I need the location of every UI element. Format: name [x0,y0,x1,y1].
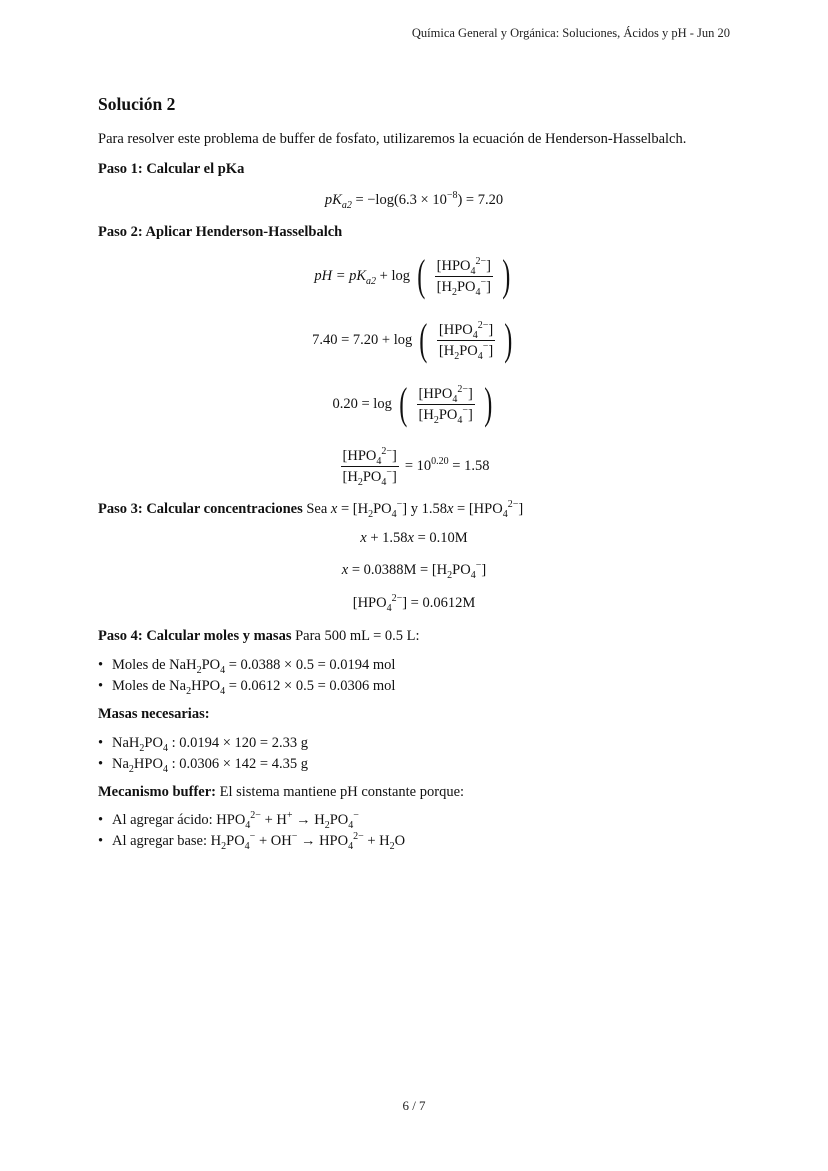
intro-text: Para resolver este problema de buffer de fosfato, utilizaremos la ecuación de Henderson-Hasselbalch. [98,131,687,147]
hh-substituted-equation: 7.40 = 7.20 + log ( $\frac{[HPO_4^{2-}]}{[H_2PO_4^-]}$ ) [312,315,513,364]
list-item: • $NaH_2PO_4$ : 0.0194 × 120 = 2.33 g [98,735,308,754]
pka-equation: $pK_{a2} = -\log(6.3 \times 10^{-8}) = 7.20$ [324,190,504,211]
list-item: • Al agregar ácido: $HPO_4^{2-} + H^+ \to H_2PO_4^-$ [98,810,359,831]
mechanism-paragraph: Mecanismo buffer: El sistema mantiene pH constante porque: [98,784,465,800]
step4-paragraph: Paso 4: Calcular moles y masas Para 500 mL = 0.5 L: [98,628,420,644]
list-item: • Moles de $Na_2HPO_4 = 0.0612 \times 0.5 = 0.0306$ mol [98,678,396,697]
section-title: Solución 2 [98,94,176,114]
step3-paragraph: Paso 3: Calcular concentraciones Sea $x = [H_2PO_4^-]$ y $1.58x = [HPO_4^{2-}]$ [98,499,524,520]
mechanism-heading: Mecanismo buffer: [98,784,216,800]
step2-heading: Paso 2: Aplicar Henderson-Hasselbalch [98,224,343,240]
step1-heading: Paso 1: Calcular el pKa [98,161,245,177]
list-item: • $Na_2HPO_4$ : 0.0306 × 142 = 4.35 g [98,756,308,775]
hh-equation: pH = $pK_{a2} + \log$ ( $\frac{[HPO_4^{2-}]}{[H_2PO_4^-]}$ ) [314,251,511,300]
hpo4-result-equation: $[HPO_4^{2-}] = 0.0612M$ [352,593,476,614]
x-result-equation: $x = 0.0388M = [H_2PO_4^-]$ [341,560,487,581]
list-item: • Moles de $NaH_2PO_4 = 0.0388 \times 0.5 = 0.0194$ mol [98,657,396,676]
step3-heading: Paso 3: Calcular concentraciones [98,501,303,517]
masses-heading: Masas necesarias: [98,706,210,722]
step4-heading: Paso 4: Calcular moles y masas [98,628,292,644]
running-header: Química General y Orgánica: Soluciones, Ácidos y pH - Jun 20 [411,26,730,40]
sum-equation: x + 1.58x = 0.10M [360,530,468,546]
ratio-result-equation: $\frac{[HPO_4^{2-}]}{[H_2PO_4^-]}$ = $10^{0.20} = 1.58$ [342,446,490,488]
log-ratio-equation: 0.20 = log ( $\frac{[HPO_4^{2-}]}{[H_2PO_4^-]}$ ) [332,379,493,428]
page-number: 6 / 7 [402,1098,426,1113]
list-item: • Al agregar base: $H_2PO_4^- + OH^- \to HPO_4^{2-} + H_2O$ [98,831,406,852]
